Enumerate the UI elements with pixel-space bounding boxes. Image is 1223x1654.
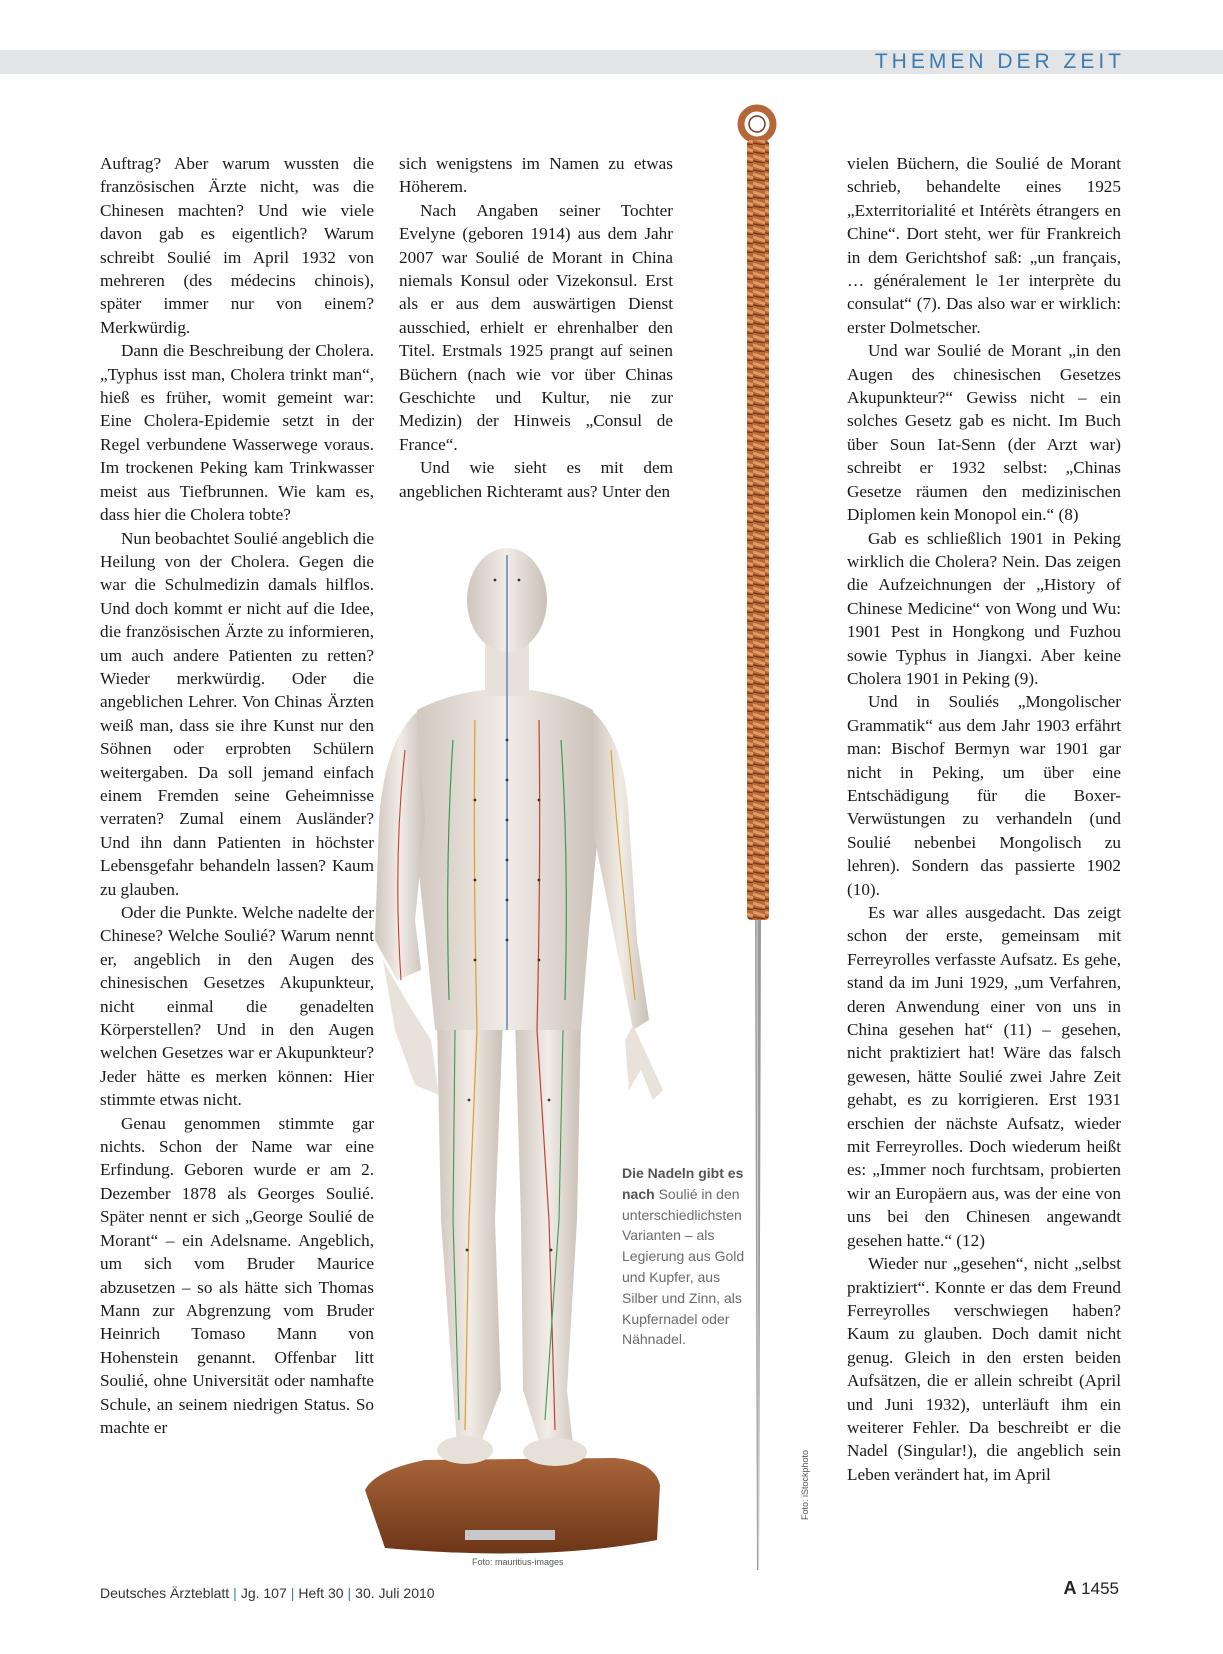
paragraph: Gab es schließlich 1901 in Peking wirklich die Cholera? Nein. Das zeigen die Aufzeichnungen der „History of Chinese Medicine“ von Wong und Wu: 1901 Pest in Hongkong und Fuzhou sowie Typhus in Jiangxi. Aber keine Cholera 1901 in Peking (9).: [847, 528, 1121, 688]
text-column-3: [847, 152, 1121, 1486]
issue: Heft 30: [298, 1585, 344, 1601]
footer-citation: Deutsches Ärzteblatt | Jg. 107 | Heft 30 | 30. Juli 2010: [100, 1585, 435, 1601]
paragraph: sich wenigstens im Namen zu etwas Höherem.: [399, 154, 673, 197]
paragraph: Dann die Beschreibung der Cholera. „Typhus isst man, Cholera trinkt man“, hieß es früher, womit gemeint war: Eine Cholera-Epidemie setzt in der Regel verbundene Wasserwege voraus. Im trockenen Peking kam Trinkwasser meist aus Tiefbrunnen. Wie kam es, dass hier die Cholera tobte?: [100, 341, 374, 525]
paragraph: Nach Angaben seiner Tochter Evelyne (geboren 1914) aus dem Jahr 2007 war Soulié de Morant in China niemals Konsul oder Vizekonsul. Erst als er aus dem auswärtigen Dienst ausschied, erhielt er ehrenhalber den Titel. Erstmals 1925 prangt auf seinen Büchern (nach wie vor über Chinas Geschichte und Kultur, nie zur Medizin) der Hinweis „Consul de France“.: [399, 200, 673, 454]
page-number-value: 1455: [1081, 1579, 1119, 1598]
paragraph: Auftrag? Aber warum wussten die französischen Ärzte nicht, was die Chinesen machten? Und wie viele davon gab es eigentlich? Warum schreibt Soulié im April 1932 von mehreren (des médecins chinois), später immer nur von einem? Merkwürdig.: [100, 154, 374, 337]
text-column-1: [100, 152, 374, 1439]
paragraph: Und wie sieht es mit dem angeblichen Richteramt aus? Unter den: [399, 458, 673, 501]
volume: Jg. 107: [240, 1585, 287, 1601]
paragraph: vielen Büchern, die Soulié de Morant schrieb, behandelte eines 1925 „Exterritorialité et Intérèts étrangers en Chine“. Dort steht, wer für Frankreich in dem Gerichtshof saß: „un français, … généralement le 1er interprète du consulat“ (7). Das also war er wirklich: erster Dolmetscher.: [847, 154, 1121, 337]
section-title: THEMEN DER ZEIT: [874, 50, 1125, 73]
paragraph: Wieder nur „gesehen“, nicht „selbst praktiziert“. Konnte er das dem Freund Ferreyrolles verschwiegen haben? Kaum zu glauben. Doch damit nicht genug. Gleich in den ersten beiden Aufsätzen, die er allein schreibt (April und Juni 1932), unterläuft ihm ein weiterer Fehler. Da beschreibt er die Nadel (Singular!), die angeblich sein Leben verändert hat, im April: [847, 1254, 1121, 1484]
paragraph: Es war alles ausgedacht. Das zeigt schon der erste, gemeinsam mit Ferreyrolles verfasste Aufsatz. Es gehe, stand da im Juni 1929, „um Verfahren, deren Anwendung einer von uns in China gesehen hat“ (11) – gesehen, nicht praktiziert hat! Wäre das falsch gewesen, hätte Soulié zwei Jahre Zeit gehabt, es zu korrigieren. Erst 1931 erschien der nächste Aufsatz, wieder mit Ferreyrolles. Doch wiederum heißt es: „Immer noch furchtsam, probierten wir an Europäern aus, was der eine von uns bei den Chinesen angewandt gesehen hatte.“ (12): [847, 903, 1121, 1250]
journal-name: Deutsches Ärzteblatt: [100, 1585, 230, 1601]
caption-text: Soulié in den unterschiedlichsten Varianten – als Legierung aus Gold und Kupfer, aus Silber und Zinn, als Kupfernadel oder Nähnadel.: [622, 1185, 745, 1348]
paragraph: Genau genommen stimmte gar nichts. Schon der Name war eine Erfindung. Geboren wurde er am 2. Dezember 1878 als Georges Soulié. Später nennt er sich „George Soulié de Morant“ – ein Adelsname. Angeblich, um sich vom Bruder Maurice abzusetzen – so als hätte sich Thomas Mann zur Abgrenzung vom Bruder Heinrich Tomaso Mann von Hohenstein genannt. Offenbar litt Soulié, ohne Universität oder namhafte Schule, an seinem niedrigen Status. So machte er: [100, 1113, 374, 1437]
paragraph: Nun beobachtet Soulié angeblich die Heilung von der Cholera. Gegen die war die Schulmedizin damals hilflos. Und doch kommt er nicht auf die Idee, die französischen Ärzte zu informieren, um auch andere Patienten zu retten? Wieder merkwürdig. Oder die angeblichen Lehrer. Von Chinas Ärzten weiß man, dass sie ihre Kunst nur den Söhnen oder erprobten Schülern weitergaben. Da soll jemand einfach einem Fremden seine Geheimnisse verraten? Zumal einem Ausländer? Und ihn dann Patienten in höchster Lebensgefahr behandeln lassen? Kaum zu glauben.: [100, 528, 374, 899]
date: 30. Juli 2010: [355, 1585, 435, 1601]
caption-lead: Die Nadeln gibt es nach: [622, 1165, 744, 1202]
paragraph: Und war Soulié de Morant „in den Augen des chinesischen Gesetzes Akupunkteur?“ Gewiss nicht – ein solches Gesetz gab es nicht. Im Buch über Soun Iat-Senn (der Arzt war) schreibt er 1932 selbst: „Chinas Gesetze räumen den medizinischen Diplomen kein Monopol ein.“ (8): [847, 341, 1121, 525]
paragraph: Und in Souliés „Mongolischer Grammatik“ aus dem Jahr 1903 erfährt man: Bischof Bermyn war 1901 gar nicht in Peking, um über eine Entschädigung für die Boxer-Verwüstungen zu verhandeln (und Soulié nebenbei Mongolisch zu lehren). Sondern das passierte 1902 (10).: [847, 692, 1121, 899]
photo-credit-needle: Foto: iStockphoto: [800, 1449, 810, 1520]
paragraph: Oder die Punkte. Welche nadelte der Chinese? Welche Soulié? Warum nennt er, angeblich in den Augen des chinesischen Gesetzes Akupunkteur, nicht einmal die genadelten Körperstellen? Und in den Augen welchen Gesetzes war er Akupunkteur? Jeder hätte es merken können: Hier stimmte etwas nicht.: [100, 903, 374, 1110]
page-prefix: A: [1063, 1578, 1077, 1598]
text-column-2: [399, 152, 673, 503]
page-number: [1063, 1578, 1119, 1599]
photo-credit: Foto: mauritius-images: [472, 1557, 564, 1567]
acupuncture-needle-icon: [741, 108, 773, 1570]
figure-caption: [622, 1163, 750, 1350]
acupuncture-model-figure-icon: [365, 548, 663, 1553]
